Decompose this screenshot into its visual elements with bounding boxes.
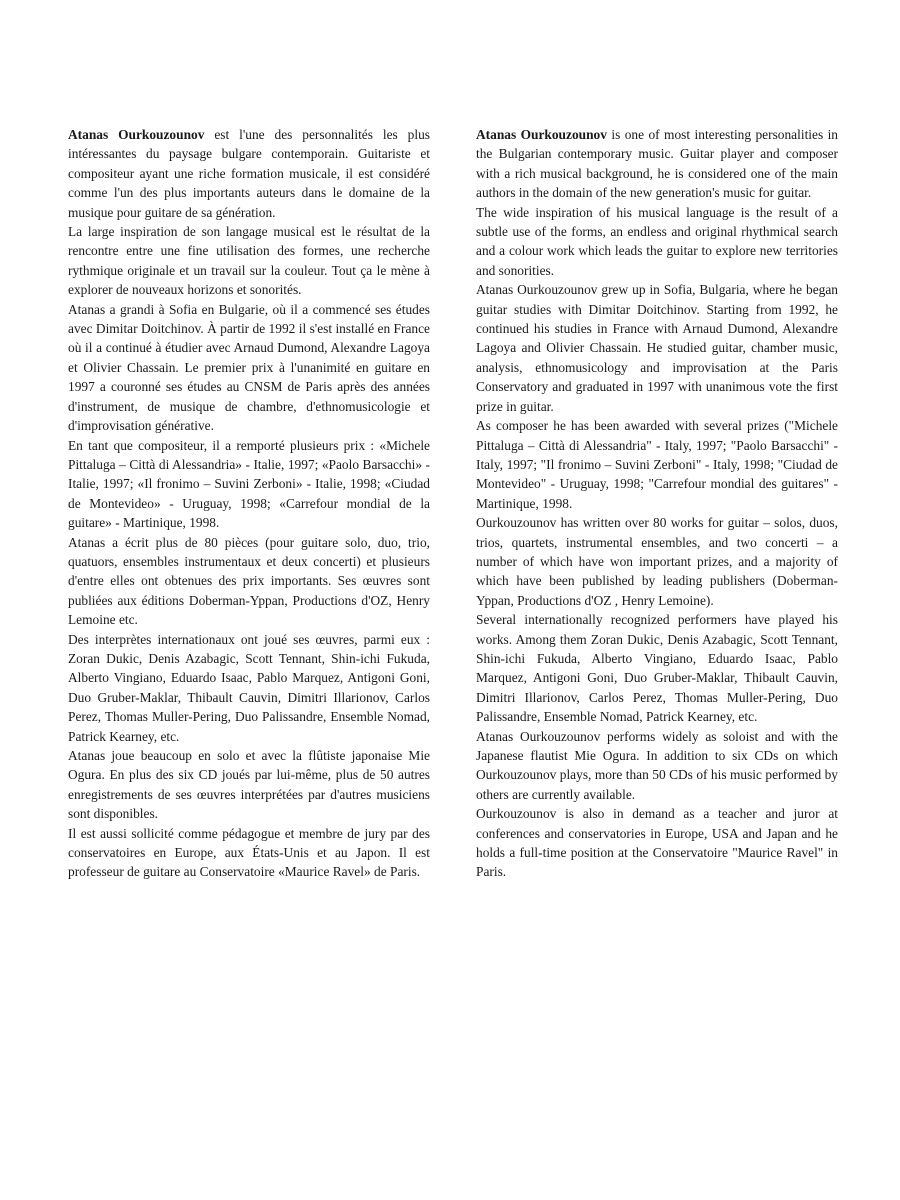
english-paragraph-1: [476, 125, 838, 203]
english-paragraph-6: Several internationally recognized performers have played his works. Among them Zoran Dukic, Denis Azabagic, Scott Tennant, Shin-ichi Fukuda, Alberto Vingiano, Eduardo Isaac, Pablo Marquez, Antigoni Goni, Duo Gruber-Maklar, Thibault Cauvin, Dimitri Illarionov, Carlos Perez, Thomas Muller-Pering, Duo Palissandre, Ensemble Nomad, Patrick Kearney, etc.: [476, 612, 838, 725]
english-paragraph-1-text: is one of most interesting personalities in the Bulgarian contemporary music. Guitar player and composer with a rich musical background, he is considered one of the main authors in the domain of the new generation's music for guitar.: [476, 127, 838, 201]
french-paragraph-3: Atanas a grandi à Sofia en Bulgarie, où il a commencé ses études avec Dimitar Doitchinov. À partir de 1992 il s'est installé en France où il a continué à étudier avec Arnaud Dumond, Alexandre Lagoya et Olivier Chassain. Le premier prix à l'unanimité en guitare en 1997 a couronné ses études au CNSM de Paris après des années d'instrument, de musique de chambre, d'ethnomusicologie et d'improvisation générative.: [68, 301, 430, 434]
french-biography-column: [68, 125, 430, 882]
english-paragraph-3: Atanas Ourkouzounov grew up in Sofia, Bulgaria, where he began guitar studies with Dimitar Doitchinov. Starting from 1992, he continued his studies in France with Arnaud Dumond, Alexandre Lagoya and Olivier Chassain. He studied guitar, chamber music, analysis, ethnomusicology and improvisation at the Paris Conservatory and graduated in 1997 with unanimous vote the first prize in guitar.: [476, 282, 838, 414]
french-paragraph-4: En tant que compositeur, il a remporté plusieurs prix : «Michele Pittaluga – Città di Alessandria» - Italie, 1997; «Paolo Barsacchi» - Italie, 1997; «Il fronimo – Suvini Zerboni» - Italie, 1998; «Ciudad de Montevideo» - Uruguay, 1998; «Carrefour mondial de la guitare» - Martinique, 1998.: [68, 437, 430, 531]
french-paragraph-8: Il est aussi sollicité comme pédagogue et membre de jury par des conservatoires en Europe, aux États-Unis et au Japon. Il est professeur de guitare au Conservatoire «Maurice Ravel» de Paris.: [68, 825, 430, 880]
french-paragraph-6: Des interprètes internationaux ont joué ses œuvres, parmi eux : Zoran Dukic, Denis Azabagic, Scott Tennant, Shin-ichi Fukuda, Alberto Vingiano, Eduardo Isaac, Pablo Marquez, Antigoni Goni, Duo Gruber-Maklar, Thibault Cauvin, Dimitri Illarionov, Carlos Perez, Thomas Muller-Pering, Duo Palissandre, Ensemble Nomad, Patrick Kearney, etc.: [68, 631, 430, 744]
french-paragraph-5: Atanas a écrit plus de 80 pièces (pour guitare solo, duo, trio, quatuors, ensembles instrumentaux et deux concerti) et plusieurs d'entre elles ont obtenues des prix importants. Ses œuvres sont publiées aux éditions Doberman-Yppan, Productions d'OZ, Henry Lemoine etc.: [68, 534, 430, 628]
english-paragraph-4: As composer he has been awarded with several prizes ("Michele Pittaluga – Città di Alessandria" - Italy, 1997; "Paolo Barsacchi" - Italy, 1997; "Il fronimo – Suvini Zerboni" - Italy, 1998; "Ciudad de Montevideo" - Uruguay, 1998; "Carrefour mondial des guitares" - Martinique, 1998.: [476, 418, 838, 511]
french-paragraph-7: Atanas joue beaucoup en solo et avec la flûtiste japonaise Mie Ogura. En plus des six CD joués par lui-même, plus de 50 autres enregistrements de ses œuvres interprétées par d'autres musiciens sont disponibles.: [68, 748, 430, 822]
english-paragraph-8: Ourkouzounov is also in demand as a teacher and juror at conferences and conservatories in Europe, USA and Japan and he holds a full-time position at the Conservatoire "Maurice Ravel" in Paris.: [476, 806, 838, 880]
english-paragraph-7: Atanas Ourkouzounov performs widely as soloist and with the Japanese flautist Mie Ogura. In addition to six CDs on which Ourkouzounov plays, more than 50 CDs of his music performed by others are currently available.: [476, 728, 838, 802]
artist-name-bold: Atanas Ourkouzounov: [68, 127, 205, 142]
english-paragraph-2: The wide inspiration of his musical language is the result of a subtle use of the forms, an endless and original rhythmical search and a colour work which leads the guitar to explore new territories and sonorities.: [476, 204, 838, 278]
english-paragraph-5: Ourkouzounov has written over 80 works for guitar – solos, duos, trios, quartets, instrumental ensembles, and two concerti – a number of which have won important prizes, and a majority of which have been published by leading publishers (Doberman-Yppan, Productions d'OZ , Henry Lemoine).: [476, 515, 838, 608]
french-paragraph-1-text: est l'une des personnalités les plus intéressantes du paysage bulgare contemporain. Guitariste et compositeur ayant une riche formation musicale, il est considéré comme l'un des plus importants auteurs dans le domaine de la musique pour guitare de sa génération.: [68, 127, 430, 220]
english-biography-column: [476, 125, 838, 882]
french-paragraph-1: [68, 125, 430, 222]
artist-name-bold: Atanas Ourkouzounov: [476, 127, 607, 142]
french-paragraph-2: La large inspiration de son langage musical est le résultat de la rencontre entre une fine utilisation des formes, une recherche rythmique originale et un travail sur la couleur. Tout ça le mène à explorer de nouveaux horizons et sonorités.: [68, 224, 430, 298]
